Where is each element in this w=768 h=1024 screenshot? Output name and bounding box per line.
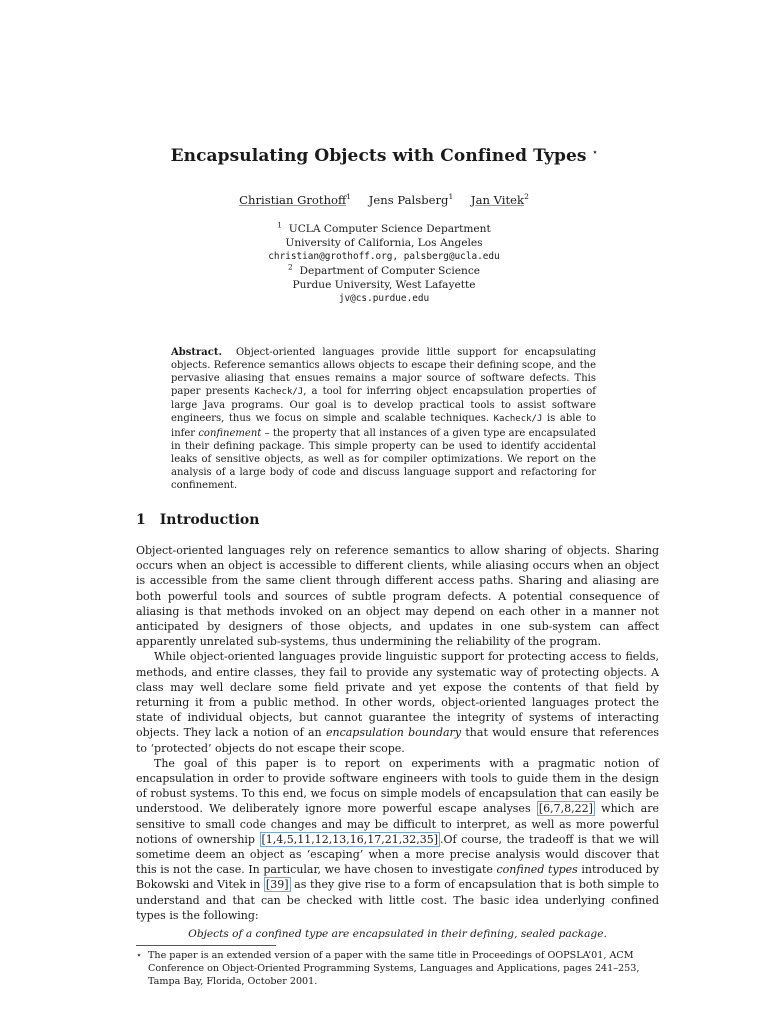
affiliation-1: $^1$ UCLA Computer Science Department University of California, Los Angeles christian@grothoff.org, palsberg@ucla.edu: [0, 222, 768, 264]
citation-link[interactable]: [6,7,8,22]: [538, 802, 593, 816]
citation-link[interactable]: [39]: [265, 878, 289, 892]
affiliation-2-email: jv@cs.purdue.edu: [338, 293, 430, 304]
author-grothoff[interactable]: Christian Grothoff$^1$: [239, 192, 352, 207]
body-text: [136, 543, 659, 923]
paragraph-1: Object-oriented languages rely on reference semantics to allow sharing of objects. Sharing occurs when an object is accessible to different clients, while aliasing occurs when an object is accessible from the same client through different access paths. Sharing and aliasing are both powerful tools and sources of subtle program defects. A potential consequence of aliasing is that methods invoked on an object may depend on each other in a manner not anticipated by designers of those objects, and updates in one sub-system can affect apparently unrelated sub-systems, thus undermining the reliability of the program.: [136, 544, 659, 649]
footnote: [136, 949, 659, 989]
paragraph-3: The goal of this paper is to report on experiments with a pragmatic notion of encapsulation in order to provide software engineers with tools to guide them in the design of robust systems. To this end, we focus on simple models of encapsulation that can easily be understood. We deliberately ignore more powerful escape analyses [6,7,8,22] which are sensitive to small code changes and may be difficult to interpret, as well as more powerful notions of ownership [1,4,5,11,12,13,16,17,21,32,35] .Of course, the tradeoff is that we will sometime deem an object as ‘escaping’ when a more precise analysis would discover that this is not the case. In particular, we have chosen to investigate confined types introduced by Bokowski and Vitek in [39] as they give rise to a form of encapsulation that is both simple to understand and that can be checked with little cost. The basic idea underlying confined types is the following:: [136, 756, 659, 922]
author-palsberg: Jens Palsberg$^1$: [368, 192, 454, 207]
footnote-text: The paper is an extended version of a paper with the same title in Proceedings of OOPSLA’01, ACM Conference on Object-Oriented Programming Systems, Languages and Applications, pages 241–253, Tampa Bay, Florida, October 2001.: [148, 950, 640, 988]
abstract-label: Abstract.: [171, 347, 222, 358]
paper-title: Encapsulating Objects with Confined Types ⋆: [170, 146, 598, 166]
affiliation-1-email: christian@grothoff.org, palsberg@ucla.edu: [268, 251, 500, 262]
paragraph-2: While object-oriented languages provide linguistic support for protecting access to fields, methods, and entire classes, they fail to provide any systematic way of protecting objects. A class may well declare some field private and yet expose the contents of that field by returning it from a public method. In other words, object-oriented languages protect the state of individual objects, but cannot guarantee the integrity of systems of interacting objects. They lack a notion of an encapsulation boundary that would ensure that references to ‘protected’ objects do not escape their scope.: [136, 650, 660, 755]
footnote-mark: ⋆: [136, 950, 143, 961]
citation-link[interactable]: [1,4,5,11,12,13,16,17,21,32,35]: [261, 832, 439, 846]
author-list: [0, 193, 768, 207]
footnote-rule: [136, 945, 276, 946]
affiliation-2: $^2$ Department of Computer Science Purdue University, West Lafayette jv@cs.purdue.edu: [0, 264, 768, 306]
key-statement: Objects of a confined type are encapsulated in their defining, sealed package.: [188, 928, 607, 940]
author-vitek[interactable]: Jan Vitek$^2$: [470, 192, 529, 207]
section-heading: 1 Introduction: [136, 512, 260, 528]
title-footnote-mark: ⋆: [592, 147, 598, 157]
abstract: Abstract. Object-oriented languages provide little support for encapsulating objects. Reference semantics allows objects to escape their defining scope, and the pervasive aliasing that ensues remains a major source of software defects. This paper presents Kacheck/J, a tool for inferring object encapsulation properties of large Java programs. Our goal is to develop practical tools to assist software engineers, thus we focus on simple and scalable techniques. Kacheck/J is able to infer confinement – the property that all instances of a given type are encapsulated in their defining package. This simple property can be used to identify accidental leaks of sensitive objects, as well as for compiler optimizations. We report on the analysis of a large body of code and discuss language support and refactoring for confinement.: [171, 347, 597, 491]
